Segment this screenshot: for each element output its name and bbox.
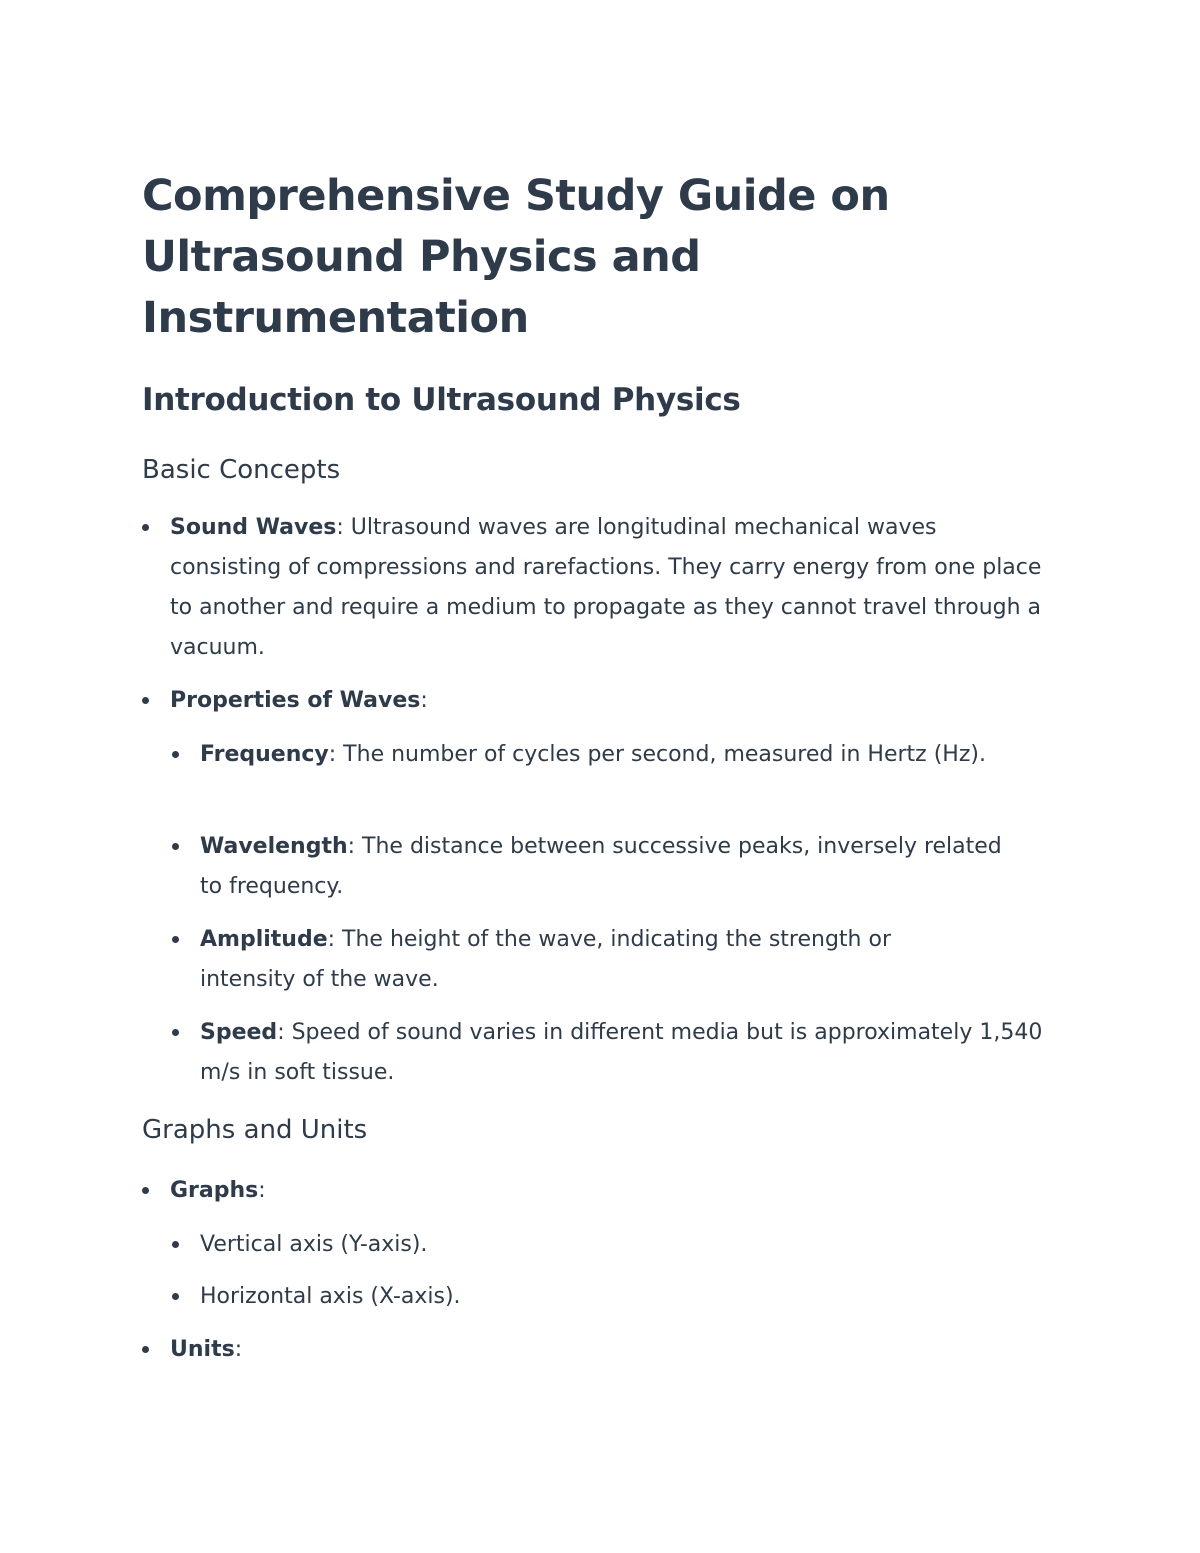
list-item-vertical-axis: Vertical axis (Y-axis). [200, 1225, 1060, 1265]
desc-wavelength: : The distance between successive peaks, inversely related to frequency. [200, 834, 1002, 899]
bullet-icon [172, 843, 179, 850]
list-item-speed [200, 1013, 1070, 1093]
bullet-icon [172, 1241, 179, 1248]
desc-speed: : Speed of sound varies in different media but is approximately 1,540 m/s in soft tissue. [200, 1020, 1043, 1085]
desc-sound-waves: : Ultrasound waves are longitudinal mechanical waves consisting of compressions and rarefactions. They carry energy from one place to another and require a medium to propagate as they cannot travel through a vacuum. [170, 515, 1042, 660]
list-item-sound-waves [170, 508, 1050, 668]
bullet-icon [142, 524, 149, 531]
list-item-amplitude [200, 920, 990, 1000]
section-heading: Introduction to Ultrasound Physics [142, 382, 741, 418]
term-graphs: Graphs [170, 1178, 259, 1203]
term-speed: Speed [200, 1020, 278, 1045]
list-item-graphs: Graphs: [170, 1171, 1070, 1211]
bullet-icon [142, 1187, 149, 1194]
list-item-properties-of-waves: Properties of Waves: [170, 681, 1070, 721]
term-amplitude: Amplitude [200, 927, 328, 952]
desc-amplitude: : The height of the wave, indicating the strength or intensity of the wave. [200, 927, 891, 992]
bullet-icon [172, 751, 179, 758]
desc-frequency: : The number of cycles per second, measured in Hertz (Hz). [328, 742, 986, 767]
subheading-graphs-and-units: Graphs and Units [142, 1115, 368, 1145]
bullet-icon [172, 1293, 179, 1300]
term-properties-of-waves: Properties of Waves [170, 688, 421, 713]
term-sound-waves: Sound Waves [170, 515, 337, 540]
list-item-wavelength [200, 827, 1020, 907]
document-title: Comprehensive Study Guide on Ultrasound Physics and Instrumentation [142, 171, 890, 343]
term-frequency: Frequency [200, 742, 329, 767]
list-item-horizontal-axis: Horizontal axis (X-axis). [200, 1277, 1060, 1317]
bullet-icon [142, 697, 149, 704]
bullet-icon [142, 1346, 149, 1353]
term-units: Units [170, 1337, 235, 1362]
list-item-frequency [200, 735, 1020, 775]
list-item-units: Units: [170, 1330, 1070, 1370]
term-wavelength: Wavelength [200, 834, 348, 859]
subheading-basic-concepts: Basic Concepts [142, 455, 341, 485]
bullet-icon [172, 1029, 179, 1036]
bullet-icon [172, 936, 179, 943]
